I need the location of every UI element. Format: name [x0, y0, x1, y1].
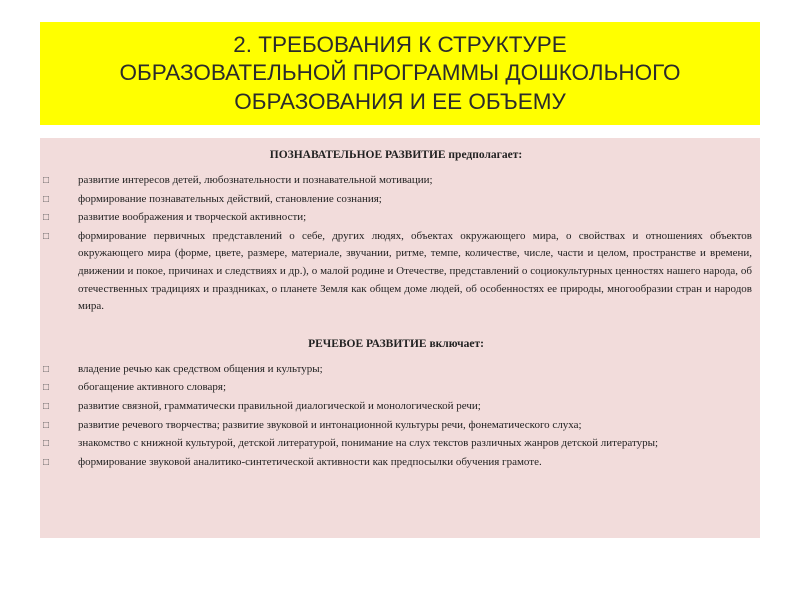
list-item	[40, 379, 752, 397]
list-item-text: владение речью как средством общения и культуры;	[78, 362, 323, 375]
list-item-text: развитие связной, грамматически правильной диалогической и монологической речи;	[78, 399, 481, 412]
empty-square-bullet-icon: □	[42, 438, 50, 450]
content-panel	[40, 138, 760, 538]
slide-title-line: 2. ТРЕБОВАНИЯ К СТРУКТУРЕ	[233, 31, 567, 57]
empty-square-bullet-icon: □	[42, 400, 50, 412]
list-item	[40, 417, 752, 435]
list-item	[40, 435, 752, 453]
list-item	[40, 398, 752, 416]
cognitive-list	[40, 172, 752, 316]
list-item	[40, 172, 752, 190]
slide-title	[119, 31, 680, 117]
list-item	[40, 191, 752, 209]
speech-list	[40, 361, 752, 472]
speech-section-heading: РЕЧЕВОЕ РАЗВИТИЕ включает:	[308, 337, 484, 350]
list-item-text: развитие интересов детей, любознательности и познавательной мотивации;	[78, 174, 433, 186]
list-item	[40, 454, 752, 472]
list-item	[40, 228, 752, 316]
list-item-text: формирование познавательных действий, становление сознания;	[78, 192, 382, 205]
empty-square-bullet-icon: □	[42, 382, 50, 394]
empty-square-bullet-icon: □	[42, 193, 50, 205]
slide-title-line: ОБРАЗОВАТЕЛЬНОЙ ПРОГРАММЫ ДОШКОЛЬНОГО	[119, 60, 681, 86]
empty-square-bullet-icon: □	[42, 212, 50, 224]
cognitive-section-heading: ПОЗНАВАТЕЛЬНОЕ РАЗВИТИЕ предполагает:	[269, 149, 523, 161]
list-item-text: развитие речевого творчества; развитие звуковой и интонационной культуры речи, фонематического слуха;	[78, 418, 582, 431]
title-banner	[40, 22, 760, 125]
list-item-text: формирование первичных представлений о себе, других людях, объектах окружающего мира, о свойствах и отношениях объектов окружающего мира (форме, цвете, размере, материале, звучании, ритме, темпе, количестве, числе, части и целом, пространстве и времени, движении и покое, причинах и следствиях и др.), о малой родине и Отечестве, представлений о социокультурных ценностях нашего народа, об отечественных традициях и праздниках, о планете Земля как общем доме людей, об особенностях ее природы, многообразии стран и народов мира.	[78, 229, 752, 313]
list-item	[40, 361, 752, 379]
empty-square-bullet-icon: □	[42, 230, 50, 242]
list-item-text: развитие воображения и творческой активности;	[78, 211, 307, 224]
list-item-text: обогащение активного словаря;	[78, 381, 227, 394]
empty-square-bullet-icon: □	[42, 363, 50, 375]
list-item	[40, 209, 752, 227]
list-item-text: формирование звуковой аналитико-синтетической активности как предпосылки обучения грамоте.	[78, 455, 542, 468]
empty-square-bullet-icon: □	[42, 175, 50, 186]
empty-square-bullet-icon: □	[42, 419, 50, 431]
slide-title-line: ОБРАЗОВАНИЯ И ЕЕ ОБЪЕМУ	[234, 88, 566, 114]
empty-square-bullet-icon: □	[42, 456, 50, 468]
list-item-text: знакомство с книжной культурой, детской литературой, понимание на слух текстов различных жанров детской литературы;	[78, 437, 659, 450]
